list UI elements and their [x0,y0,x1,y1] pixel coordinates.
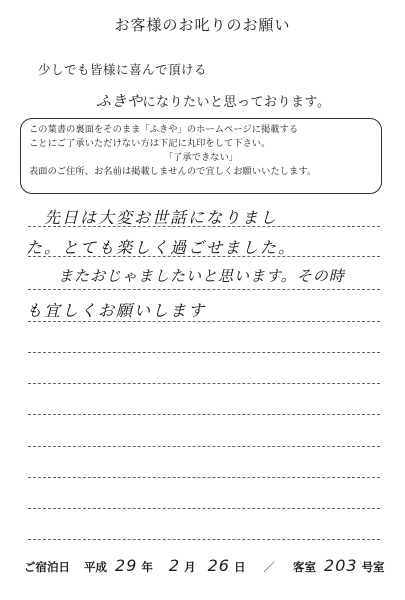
brand-name: ふきや [96,92,143,110]
writing-line [28,446,380,447]
stay-day: 26 [207,556,230,575]
writing-line [28,352,380,353]
day-unit: 日 [233,560,246,574]
writing-line [28,383,380,384]
notice-line-1: この葉書の裏面をそのまま「ふきや」のホームページに掲載する [29,124,299,135]
writing-line [28,539,380,540]
card-title: お客様のお叱りのお願い [114,16,291,34]
room-label: 客室 [293,560,316,574]
message-line-3: またおじゃましたいと思います。その時 [58,267,345,285]
notice-line-3: 表面のご住所、お名前は掲載しませんので宜しくお願いいたします。 [29,166,317,177]
writing-line [28,256,380,257]
message-line-1: 先日は大変お世話になりまし [44,208,279,227]
notice-line-2: ことにご了承いただけない方は下記に丸印をして下さい。 [29,138,271,149]
intro-line-1: 少しでも皆様に喜んで頂ける [38,62,208,77]
room-unit: 号室 [361,560,385,574]
writing-line [28,321,380,322]
decline-option: 「了承できない」 [163,152,239,163]
consent-notice-box [20,118,382,194]
intro-line-2 [96,90,330,111]
writing-line [28,508,380,509]
message-line-2: た。とても楽しく過ごせました。 [26,238,297,257]
writing-line [28,289,380,290]
intro-line-2-text: になりたいと思っております。 [142,95,331,110]
writing-line [28,226,380,227]
room-number: 203 [324,556,358,575]
stay-info-footer [24,556,394,575]
stay-date-label: ご宿泊日 [24,560,70,574]
writing-line [28,477,380,478]
era-label: 平成 [84,560,108,574]
month-unit: 月 [184,560,196,574]
writing-line [28,414,380,415]
message-line-4: も宜しくお願いします [26,301,207,320]
year-unit: 年 [141,560,153,574]
stay-month: 2 [168,556,181,575]
footer-separator: ／ [263,560,275,574]
stay-year: 29 [115,556,138,575]
